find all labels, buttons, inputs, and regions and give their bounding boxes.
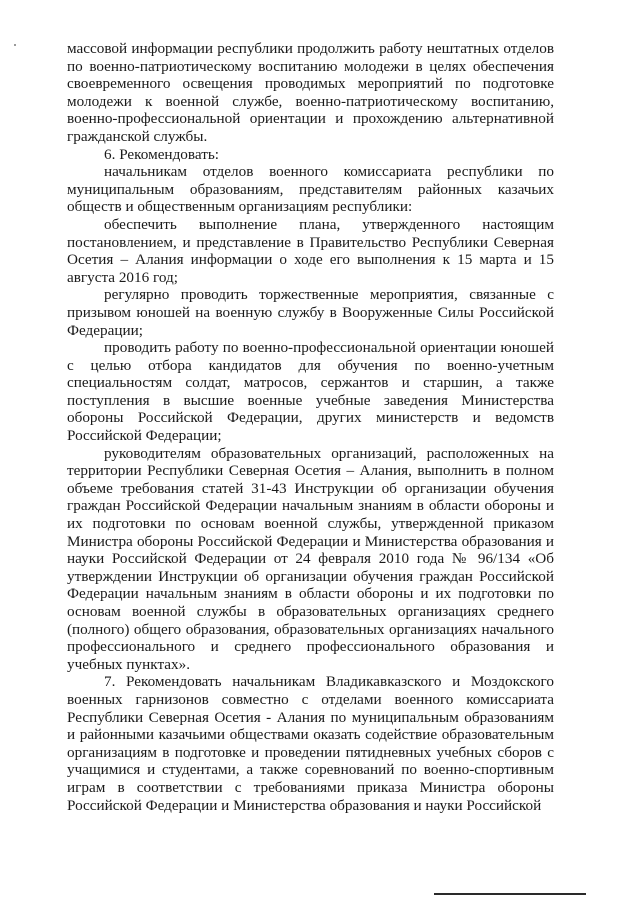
paragraph-ensure-plan: обеспечить выполнение плана, утвержденного настоящим постановлением, и представление в Правительство Республики Северная Осетия – Алания информации о ходе его выполнения к 15 марта и 15 августа 2016 год; xyxy=(67,215,554,286)
paragraph-recipients: начальникам отделов военного комиссариата республики по муниципальным образованиям, представителям районных казачьих обществ и общественным организациям республики: xyxy=(67,163,554,216)
document-page xyxy=(67,40,554,814)
paragraph-ceremonies: регулярно проводить торжественные мероприятия, связанные с призывом юношей на военную службу в Вооруженные Силы Российской Федерации; xyxy=(67,286,554,339)
paragraph-item-7: 7. Рекомендовать начальникам Владикавказского и Моздокского военных гарнизонов совместно с отделами военного комиссариата Республики Северная Осетия - Алания по муниципальным образованиям и районными казачьими обществами оказать содействие образовательным организациям в подготовке и проведении пятидневных учебных сборов с учащимися и студентами, а также соревнований по военно-спортивным играм в соответствии с требованиями приказа Министра обороны Российской Федерации и Министерства образования и науки Российской xyxy=(67,673,554,814)
item-6-heading: 6. Рекомендовать: xyxy=(104,145,219,163)
paragraph-continuation: массовой информации республики продолжить работу нештатных отделов по военно-патриотическому воспитанию молодежи в целях обеспечения своевременного освещения проводимых мероприятий по подготовке молодежи к военной службе, военно-патриотическому воспитанию, военно-профессиональной ориентации и прохождению альтернативной гражданской службы. xyxy=(67,40,554,145)
paragraph-career-orientation: проводить работу по военно-профессиональной ориентации юношей с целью отбора кандидатов для обучения по военно-учетным специальностям солдат, матросов, сержантов и старшин, а также поступления в высшие военные учебные заведения Министерства обороны Российской Федерации, других министерств и ведомств Российской Федерации; xyxy=(67,339,554,445)
footer-rule xyxy=(434,893,586,895)
paragraph-educational-organizations: руководителям образовательных организаций, расположенных на территории Республики Северная Осетия – Алания, выполнить в полном объеме требования статей 31-43 Инструкции об организации обучения граждан Российской Федерации начальным знаниям в области обороны и их подготовки по основам военной службы, утвержденной приказом Министра обороны Российской Федерации и Министерства образования и науки Российской Федерации от 24 февраля 2010 года № 96/134 «Об утверждении Инструкции об организации обучения граждан Российской Федерации начальным знаниям в области обороны и их подготовки по основам военной службы в образовательных организациях среднего (полного) общего образования, образовательных организациях начального профессионального и среднего профессионального образования и учебных пунктах». xyxy=(67,444,554,673)
scan-speck xyxy=(14,44,16,46)
